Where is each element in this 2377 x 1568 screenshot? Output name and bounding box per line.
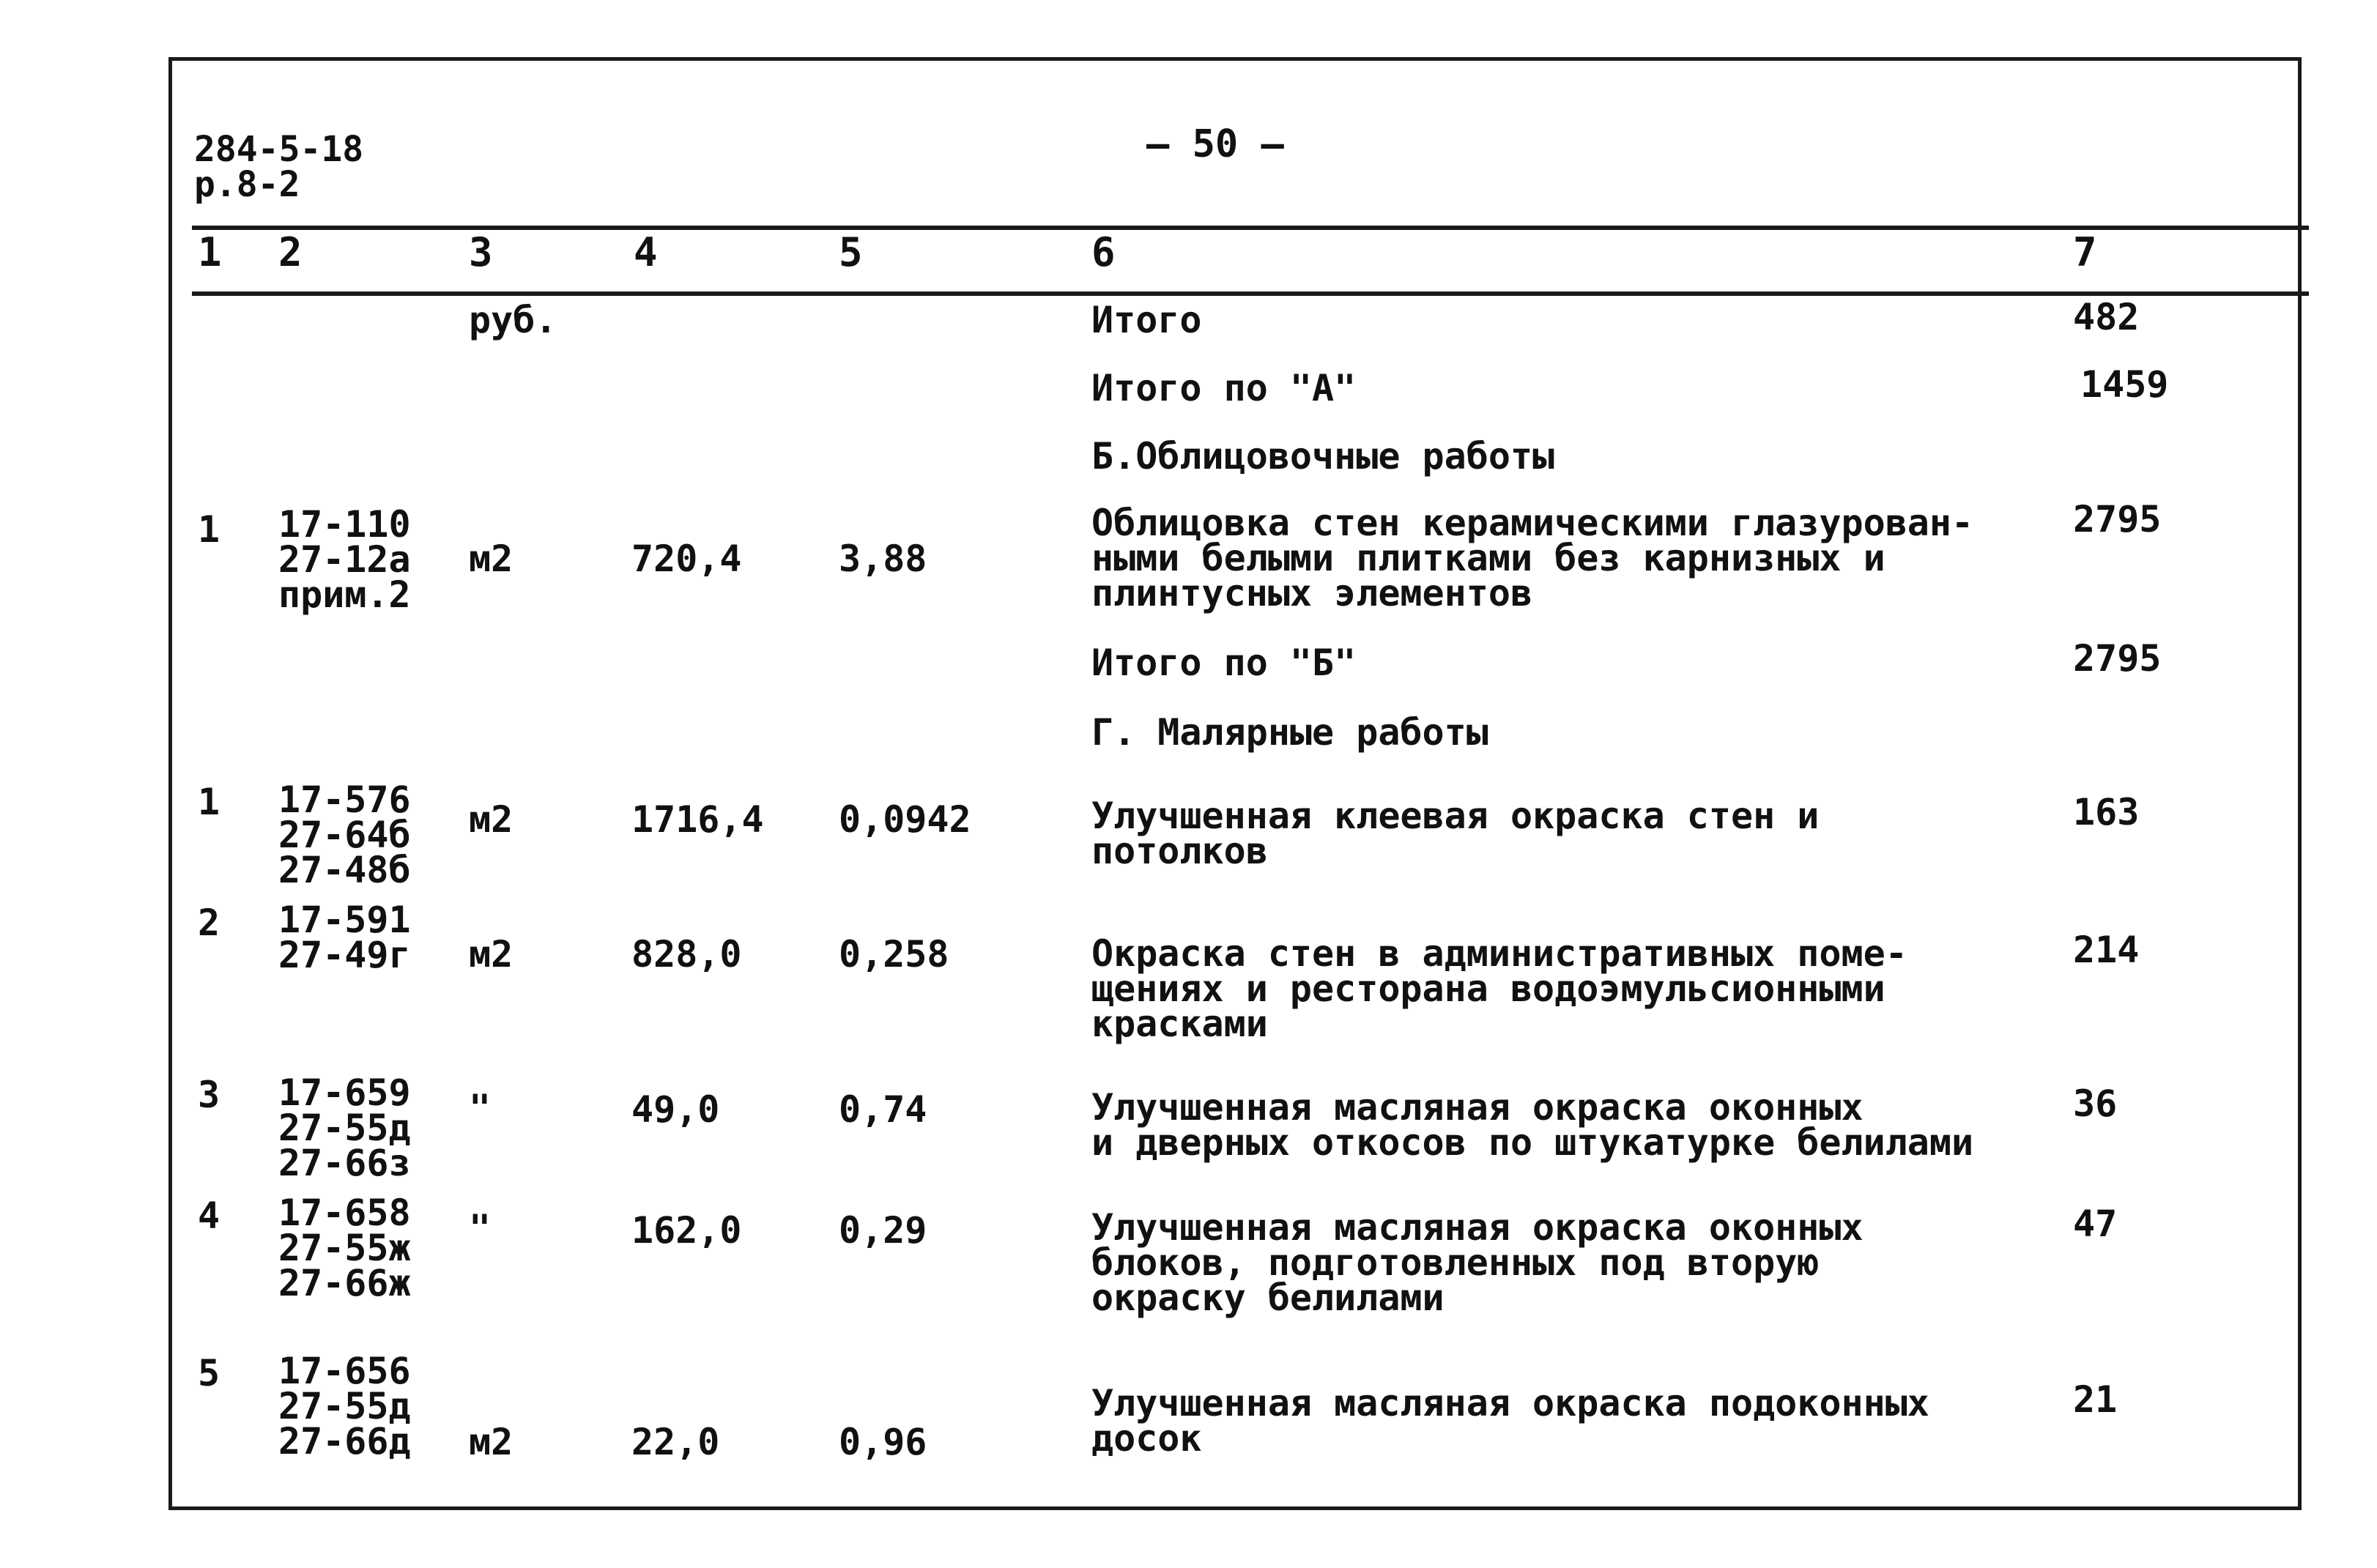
column-header-6: 6 bbox=[1091, 229, 1116, 275]
table-row-number: 3 bbox=[198, 1074, 220, 1116]
column-header-1: 1 bbox=[198, 229, 222, 275]
table-row-unit: м2 bbox=[469, 933, 513, 976]
table-row-rate: 0,96 bbox=[839, 1421, 927, 1463]
table-row-number: 1 bbox=[198, 508, 220, 551]
column-header-4: 4 bbox=[634, 229, 658, 275]
table-row-unit: м2 bbox=[469, 798, 513, 841]
column-header-7: 7 bbox=[2073, 229, 2097, 275]
table-row-description: Улучшенная масляная окраска оконных и дверных откосов по штукатурке белилами bbox=[1091, 1086, 1974, 1164]
table-row-amount: 482 bbox=[2073, 296, 2140, 338]
document-section: р.8-2 bbox=[194, 164, 300, 205]
table-row-amount: 214 bbox=[2073, 929, 2140, 971]
table-row-quantity: 162,0 bbox=[631, 1209, 742, 1252]
column-header-2: 2 bbox=[278, 229, 303, 275]
table-row-unit: руб. bbox=[469, 299, 557, 341]
table-row-amount: 1459 bbox=[2080, 363, 2169, 406]
table-row-quantity: 828,0 bbox=[631, 933, 742, 976]
table-row-amount: 36 bbox=[2073, 1082, 2118, 1125]
table-row-code: 17-656 27-55д 27-66д bbox=[278, 1350, 411, 1463]
table-row-quantity: 22,0 bbox=[631, 1421, 720, 1463]
table-row-unit: " bbox=[469, 1207, 492, 1249]
document-code: 284-5-18 bbox=[194, 129, 364, 170]
table-row-quantity: 1716,4 bbox=[631, 798, 764, 841]
table-row-amount: 21 bbox=[2073, 1378, 2118, 1421]
table-row-number: 2 bbox=[198, 902, 220, 944]
table-row-rate: 0,258 bbox=[839, 933, 949, 976]
page-number: — 50 — bbox=[1146, 122, 1284, 166]
table-row-description: Облицовка стен керамическими глазурован- ными белыми плитками без карнизных и плинтусных элементов bbox=[1091, 502, 1974, 614]
table-row-description: Улучшенная масляная окраска оконных блоков, подготовленных под вторую окраску белилами bbox=[1091, 1206, 1864, 1319]
table-row-number: 4 bbox=[198, 1194, 220, 1237]
table-row-amount: 2795 bbox=[2073, 637, 2162, 680]
table-row-rate: 3,88 bbox=[839, 538, 927, 580]
table-row-code: 17-591 27-49г bbox=[278, 899, 411, 976]
table-row-description: Итого bbox=[1091, 299, 1202, 341]
table-row-rate: 0,74 bbox=[839, 1088, 927, 1131]
table-row-rate: 0,0942 bbox=[839, 798, 971, 841]
table-row-code: 17-658 27-55ж 27-66ж bbox=[278, 1192, 411, 1304]
table-row-description: Улучшенная масляная окраска подоконных досок bbox=[1091, 1382, 1929, 1460]
header-rule bbox=[192, 226, 2309, 230]
table-row-code: 17-110 27-12а прим.2 bbox=[278, 503, 411, 616]
table-row-code: 17-659 27-55д 27-66з bbox=[278, 1071, 411, 1184]
table-row-amount: 163 bbox=[2073, 791, 2140, 833]
column-header-5: 5 bbox=[839, 229, 863, 275]
table-row-description: Улучшенная клеевая окраска стен и потолков bbox=[1091, 795, 1820, 872]
table-row-unit: " bbox=[469, 1087, 492, 1129]
column-header-rule bbox=[192, 291, 2309, 296]
table-row-unit: м2 bbox=[469, 1421, 513, 1463]
section-heading: Г. Малярные работы bbox=[1091, 711, 1488, 754]
column-header-3: 3 bbox=[469, 229, 493, 275]
table-row-amount: 47 bbox=[2073, 1203, 2118, 1245]
table-row-description: Итого по "Б" bbox=[1091, 642, 1357, 684]
table-row-code: 17-576 27-64б 27-48б bbox=[278, 779, 411, 891]
table-row-quantity: 720,4 bbox=[631, 538, 742, 580]
table-row-description: Окраска стен в административных поме- щениях и ресторана водоэмульсионными красками bbox=[1091, 932, 1907, 1045]
table-row-number: 1 bbox=[198, 781, 220, 823]
table-row-rate: 0,29 bbox=[839, 1209, 927, 1252]
section-heading: Б.Облицовочные работы bbox=[1091, 435, 1555, 478]
table-row-unit: м2 bbox=[469, 538, 513, 580]
table-row-quantity: 49,0 bbox=[631, 1088, 720, 1131]
table-row-number: 5 bbox=[198, 1352, 220, 1394]
table-row-description: Итого по "А" bbox=[1091, 367, 1357, 409]
table-row-amount: 2795 bbox=[2073, 498, 2162, 540]
